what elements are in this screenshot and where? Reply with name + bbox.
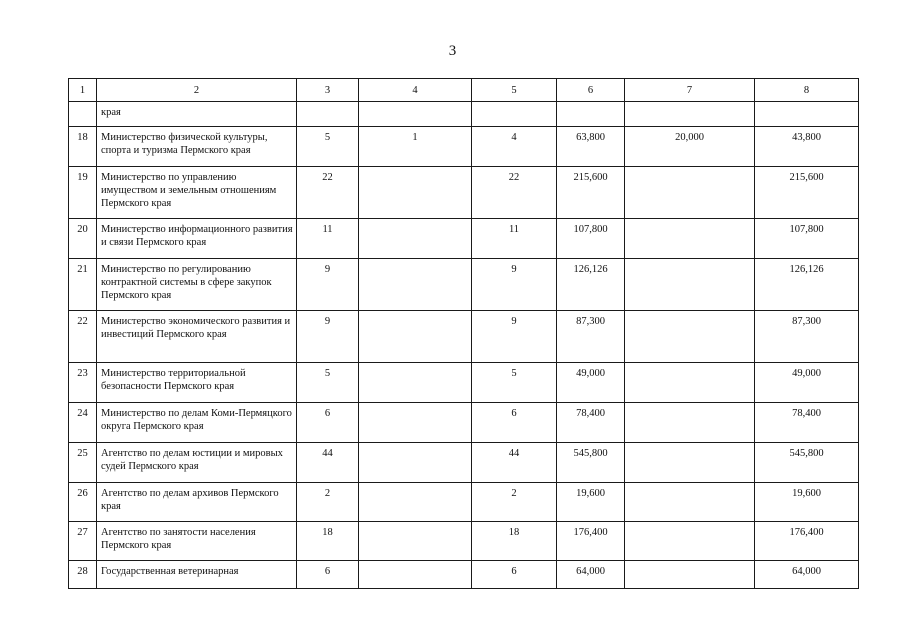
- cell-col6: 215,600: [557, 167, 625, 219]
- cell-col5: 6: [472, 403, 557, 443]
- cell-col4: [359, 522, 472, 561]
- column-header: 3: [297, 79, 359, 102]
- table-row: [69, 127, 859, 167]
- table-row: [69, 311, 859, 363]
- cell-col4: [359, 311, 472, 363]
- organization-name: Министерство по управлению имуществом и земельным отношениям Пермского края: [97, 167, 297, 219]
- row-number: 28: [69, 561, 97, 589]
- row-number: 25: [69, 443, 97, 483]
- organization-name: Министерство экономического развития и инвестиций Пермского края: [97, 311, 297, 363]
- cell-col6: 87,300: [557, 311, 625, 363]
- cell-col5: 11: [472, 219, 557, 259]
- table-row: [69, 259, 859, 311]
- row-number: 19: [69, 167, 97, 219]
- cell-col5: 9: [472, 259, 557, 311]
- row-number: 20: [69, 219, 97, 259]
- cell-col3: 9: [297, 311, 359, 363]
- organization-name: края: [97, 102, 297, 127]
- row-number: 23: [69, 363, 97, 403]
- row-number: 26: [69, 483, 97, 522]
- cell-col5: 22: [472, 167, 557, 219]
- cell-col4: [359, 259, 472, 311]
- cell-col6: 64,000: [557, 561, 625, 589]
- cell-col5: 44: [472, 443, 557, 483]
- row-number: 18: [69, 127, 97, 167]
- organization-name: Агентство по делам архивов Пермского края: [97, 483, 297, 522]
- cell-col7: [625, 259, 755, 311]
- table-row: [69, 522, 859, 561]
- cell-col4: [359, 483, 472, 522]
- cell-col5: 2: [472, 483, 557, 522]
- row-number: 27: [69, 522, 97, 561]
- cell-col4: [359, 363, 472, 403]
- row-number: 22: [69, 311, 97, 363]
- cell-col7: [625, 363, 755, 403]
- cell-col4: [359, 102, 472, 127]
- cell-col4: 1: [359, 127, 472, 167]
- cell-col3: [297, 102, 359, 127]
- cell-col7: [625, 483, 755, 522]
- cell-col5: 9: [472, 311, 557, 363]
- column-header: 8: [755, 79, 859, 102]
- cell-col4: [359, 167, 472, 219]
- column-header: 1: [69, 79, 97, 102]
- cell-col3: 18: [297, 522, 359, 561]
- cell-col6: 49,000: [557, 363, 625, 403]
- cell-col7: [625, 102, 755, 127]
- cell-col8: 78,400: [755, 403, 859, 443]
- cell-col6: 176,400: [557, 522, 625, 561]
- cell-col3: 11: [297, 219, 359, 259]
- organization-name: Министерство по делам Коми-Пермяцкого округа Пермского края: [97, 403, 297, 443]
- column-header: 5: [472, 79, 557, 102]
- cell-col4: [359, 403, 472, 443]
- cell-col6: 545,800: [557, 443, 625, 483]
- cell-col5: 18: [472, 522, 557, 561]
- organization-name: Агентство по занятости населения Пермского края: [97, 522, 297, 561]
- cell-col5: 6: [472, 561, 557, 589]
- cell-col8: 107,800: [755, 219, 859, 259]
- cell-col6: [557, 102, 625, 127]
- organization-name: Министерство территориальной безопасности Пермского края: [97, 363, 297, 403]
- table-row: [69, 443, 859, 483]
- cell-col7: [625, 561, 755, 589]
- cell-col7: [625, 403, 755, 443]
- cell-col3: 6: [297, 403, 359, 443]
- cell-col7: [625, 311, 755, 363]
- cell-col8: 64,000: [755, 561, 859, 589]
- cell-col7: 20,000: [625, 127, 755, 167]
- cell-col3: 44: [297, 443, 359, 483]
- cell-col8: 87,300: [755, 311, 859, 363]
- column-header: 6: [557, 79, 625, 102]
- cell-col8: [755, 102, 859, 127]
- cell-col3: 9: [297, 259, 359, 311]
- organization-name: Агентство по делам юстиции и мировых судей Пермского края: [97, 443, 297, 483]
- cell-col7: [625, 522, 755, 561]
- cell-col8: 545,800: [755, 443, 859, 483]
- cell-col8: 215,600: [755, 167, 859, 219]
- column-number-header-row: [69, 79, 859, 102]
- table-row: [69, 483, 859, 522]
- cell-col8: 19,600: [755, 483, 859, 522]
- organization-name: Государственная ветеринарная: [97, 561, 297, 589]
- page-number: 3: [448, 43, 457, 59]
- row-number: 24: [69, 403, 97, 443]
- cell-col3: 6: [297, 561, 359, 589]
- table-row: [69, 167, 859, 219]
- cell-col6: 126,126: [557, 259, 625, 311]
- cell-col6: 63,800: [557, 127, 625, 167]
- organization-name: Министерство по регулированию контрактной системы в сфере закупок Пермского края: [97, 259, 297, 311]
- cell-col8: 126,126: [755, 259, 859, 311]
- cell-col7: [625, 443, 755, 483]
- budget-table: [68, 78, 859, 589]
- cell-col5: 5: [472, 363, 557, 403]
- cell-col4: [359, 443, 472, 483]
- table-row: [69, 363, 859, 403]
- cell-col3: 5: [297, 127, 359, 167]
- cell-col7: [625, 219, 755, 259]
- cell-col8: 176,400: [755, 522, 859, 561]
- cell-col8: 43,800: [755, 127, 859, 167]
- table-row: [69, 561, 859, 589]
- column-header: 4: [359, 79, 472, 102]
- cell-col4: [359, 561, 472, 589]
- cell-col5: 4: [472, 127, 557, 167]
- column-header: 7: [625, 79, 755, 102]
- cell-col6: 78,400: [557, 403, 625, 443]
- cell-col6: 107,800: [557, 219, 625, 259]
- row-number: [69, 102, 97, 127]
- organization-name: Министерство физической культуры, спорта и туризма Пермского края: [97, 127, 297, 167]
- table-row: [69, 219, 859, 259]
- cell-col6: 19,600: [557, 483, 625, 522]
- cell-col7: [625, 167, 755, 219]
- cell-col3: 2: [297, 483, 359, 522]
- cell-col4: [359, 219, 472, 259]
- cell-col3: 5: [297, 363, 359, 403]
- row-number: 21: [69, 259, 97, 311]
- cell-col5: [472, 102, 557, 127]
- organization-name: Министерство информационного развития и связи Пермского края: [97, 219, 297, 259]
- column-header: 2: [97, 79, 297, 102]
- table-row: [69, 403, 859, 443]
- cell-col3: 22: [297, 167, 359, 219]
- table-row: [69, 102, 859, 127]
- cell-col8: 49,000: [755, 363, 859, 403]
